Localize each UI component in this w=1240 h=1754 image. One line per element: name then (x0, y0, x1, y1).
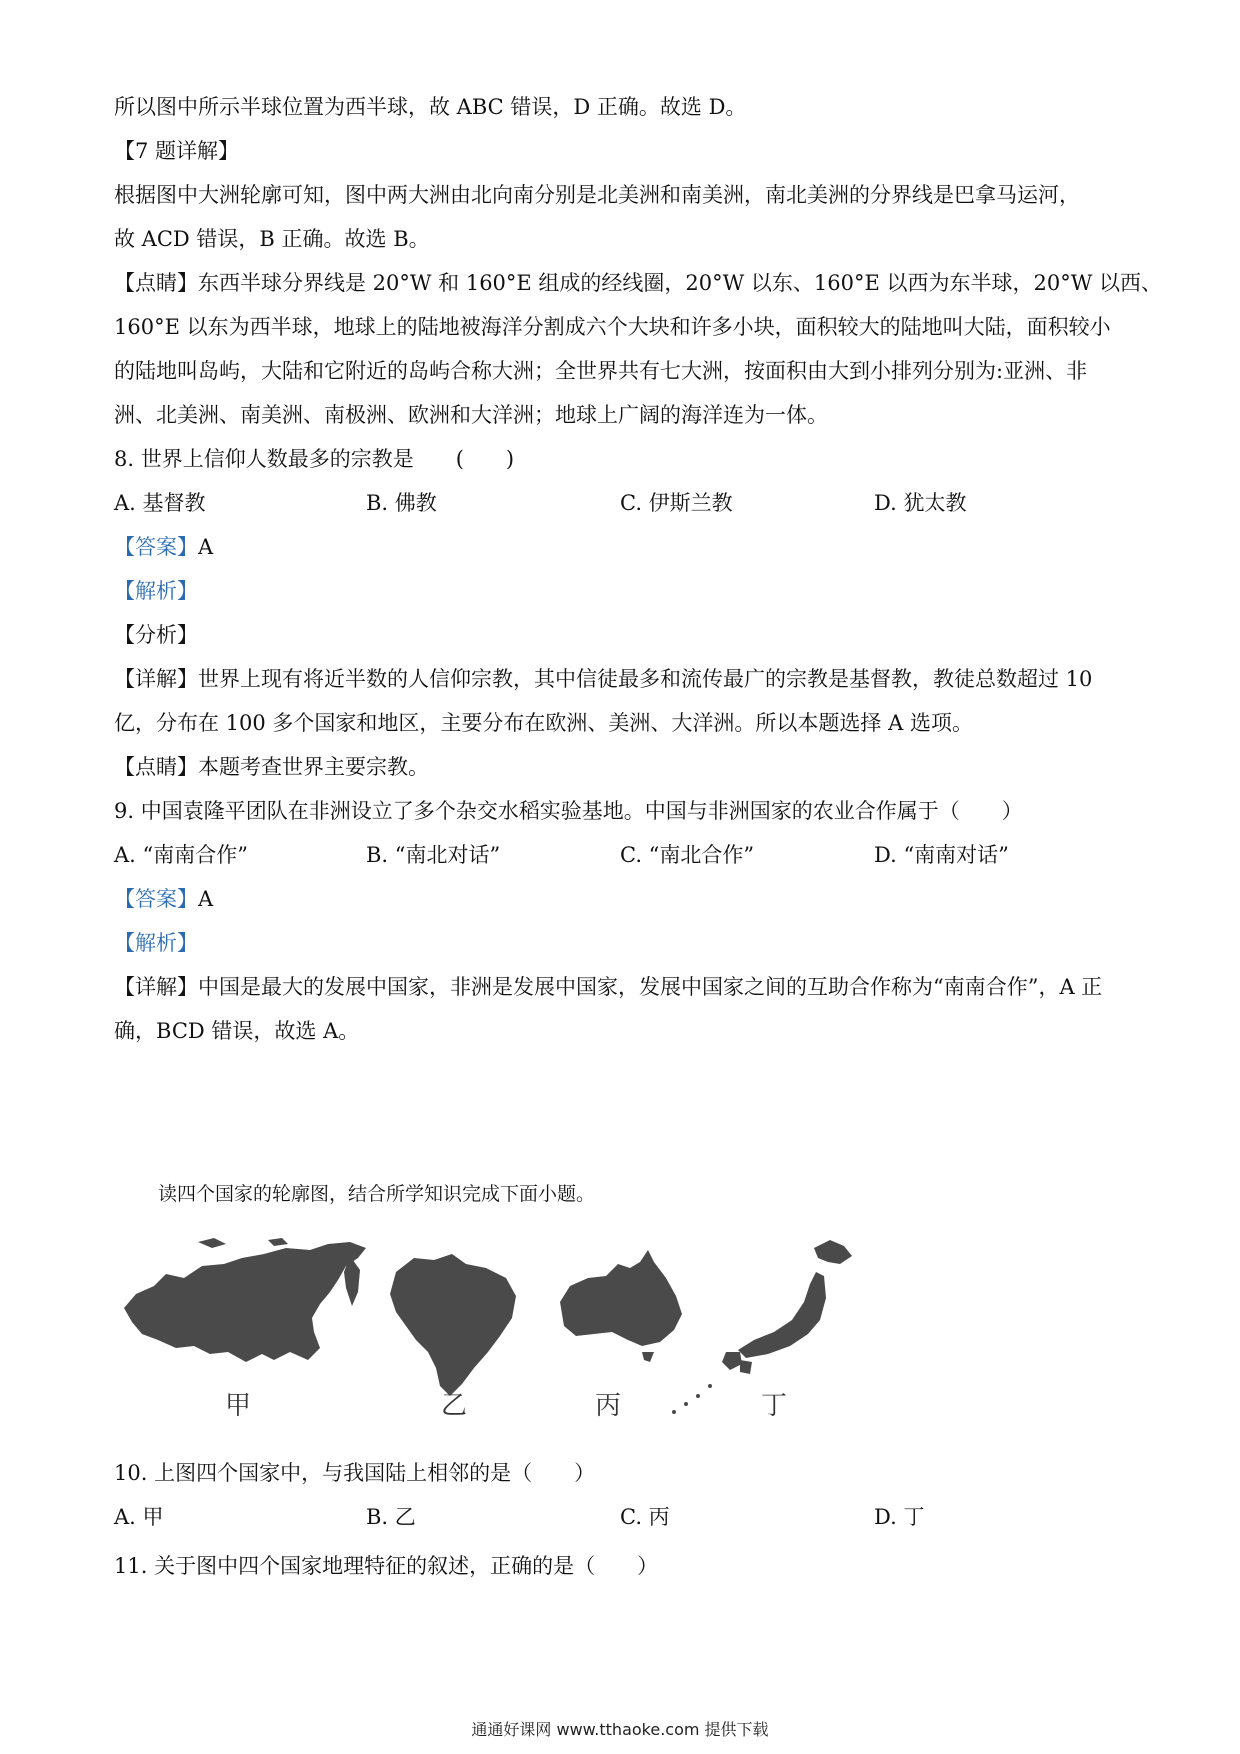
answer-value: A (198, 535, 214, 559)
q8-option-a: A. 基督教 (114, 491, 206, 515)
analysis-tag: 【解析】 (114, 931, 198, 955)
text-line: 【详解】世界上现有将近半数的人信仰宗教，其中信徒最多和流传最广的宗教是基督教，教徒总数超过 10 (114, 667, 1093, 691)
page-footer: 通通好课网 www.tthaoke.com 提供下载 (471, 1720, 769, 1739)
answer-tag: 【答案】 (114, 535, 198, 559)
australia-outline-map (560, 1250, 682, 1421)
q10-option-c: C. 丙 (620, 1505, 670, 1529)
text-line: 亿，分布在 100 多个国家和地区，主要分布在欧洲、美洲、大洋洲。所以本题选择 A 选项。 (114, 711, 973, 735)
brazil-outline-map (390, 1254, 516, 1421)
answer-tag: 【答案】 (114, 887, 198, 911)
map-label-bing: 丙 (594, 1391, 622, 1421)
q9-option-d: D. “南南对话” (874, 843, 1009, 867)
text-line: 根据图中大洲轮廓可知，图中两大洲由北向南分别是北美洲和南美洲，南北美洲的分界线是巴拿马运河， (114, 183, 1080, 207)
q8-answer-line (114, 533, 1134, 561)
text-line: 160°E 以东为西半球，地球上的陆地被海洋分割成六个大块和许多小块，面积较大的陆地叫大陆，面积较小 (114, 315, 1111, 339)
q8-option-c: C. 伊斯兰教 (620, 491, 733, 515)
text-line: 的陆地叫岛屿，大陆和它附近的岛屿合称大洲；全世界共有七大洲，按面积由大到小排列分别为:亚洲、非 (114, 359, 1088, 383)
q10-option-d: D. 丁 (874, 1505, 925, 1529)
text-line: 确，BCD 错误，故选 A。 (114, 1019, 360, 1043)
q8-option-b: B. 佛教 (366, 491, 437, 515)
country-outline-figure (114, 1236, 974, 1426)
question-11-stem: 11. 关于图中四个国家地理特征的叙述，正确的是（ ） (114, 1554, 659, 1578)
question-8-stem: 8. 世界上信仰人数最多的宗教是 ( ) (114, 447, 515, 471)
analysis-tag: 【解析】 (114, 579, 198, 603)
map-label-jia: 甲 (224, 1391, 252, 1421)
figure-caption: 读四个国家的轮廓图，结合所学知识完成下面小题。 (158, 1183, 596, 1205)
russia-outline-map (124, 1238, 366, 1421)
q9-option-a: A. “南南合作” (114, 843, 248, 867)
section-heading: 【7 题详解】 (114, 139, 240, 163)
text-line: 【详解】中国是最大的发展中国家，非洲是发展中国家，发展中国家之间的互助合作称为“南南合作”，A 正 (114, 975, 1103, 999)
q9-option-c: C. “南北合作” (620, 843, 755, 867)
japan-outline-map (672, 1240, 852, 1421)
text-line: 【点睛】东西半球分界线是 20°W 和 160°E 组成的经线圈，20°W 以东、160°E 以西为东半球，20°W 以西、 (114, 271, 1162, 295)
text-line: 所以图中所示半球位置为西半球，故 ABC 错误，D 正确。故选 D。 (114, 95, 747, 119)
map-label-ding: 丁 (760, 1391, 788, 1421)
text-line: 故 ACD 错误，B 正确。故选 B。 (114, 227, 430, 251)
text-line: 洲、北美洲、南美洲、南极洲、欧洲和大洋洲；地球上广阔的海洋连为一体。 (114, 403, 828, 427)
fenxi-tag: 【分析】 (114, 623, 198, 647)
dianjing-line: 【点睛】本题考查世界主要宗教。 (114, 755, 429, 779)
q10-option-a: A. 甲 (114, 1505, 164, 1529)
question-10-stem: 10. 上图四个国家中，与我国陆上相邻的是（ ） (114, 1461, 596, 1485)
q8-option-d: D. 犹太教 (874, 491, 967, 515)
map-label-yi: 乙 (440, 1391, 468, 1421)
q10-option-b: B. 乙 (366, 1505, 416, 1529)
q9-answer-line (114, 885, 1134, 913)
q9-option-b: B. “南北对话” (366, 843, 501, 867)
answer-value: A (198, 887, 214, 911)
question-9-stem: 9. 中国袁隆平团队在非洲设立了多个杂交水稻实验基地。中国与非洲国家的农业合作属于（ ） (114, 799, 1023, 823)
